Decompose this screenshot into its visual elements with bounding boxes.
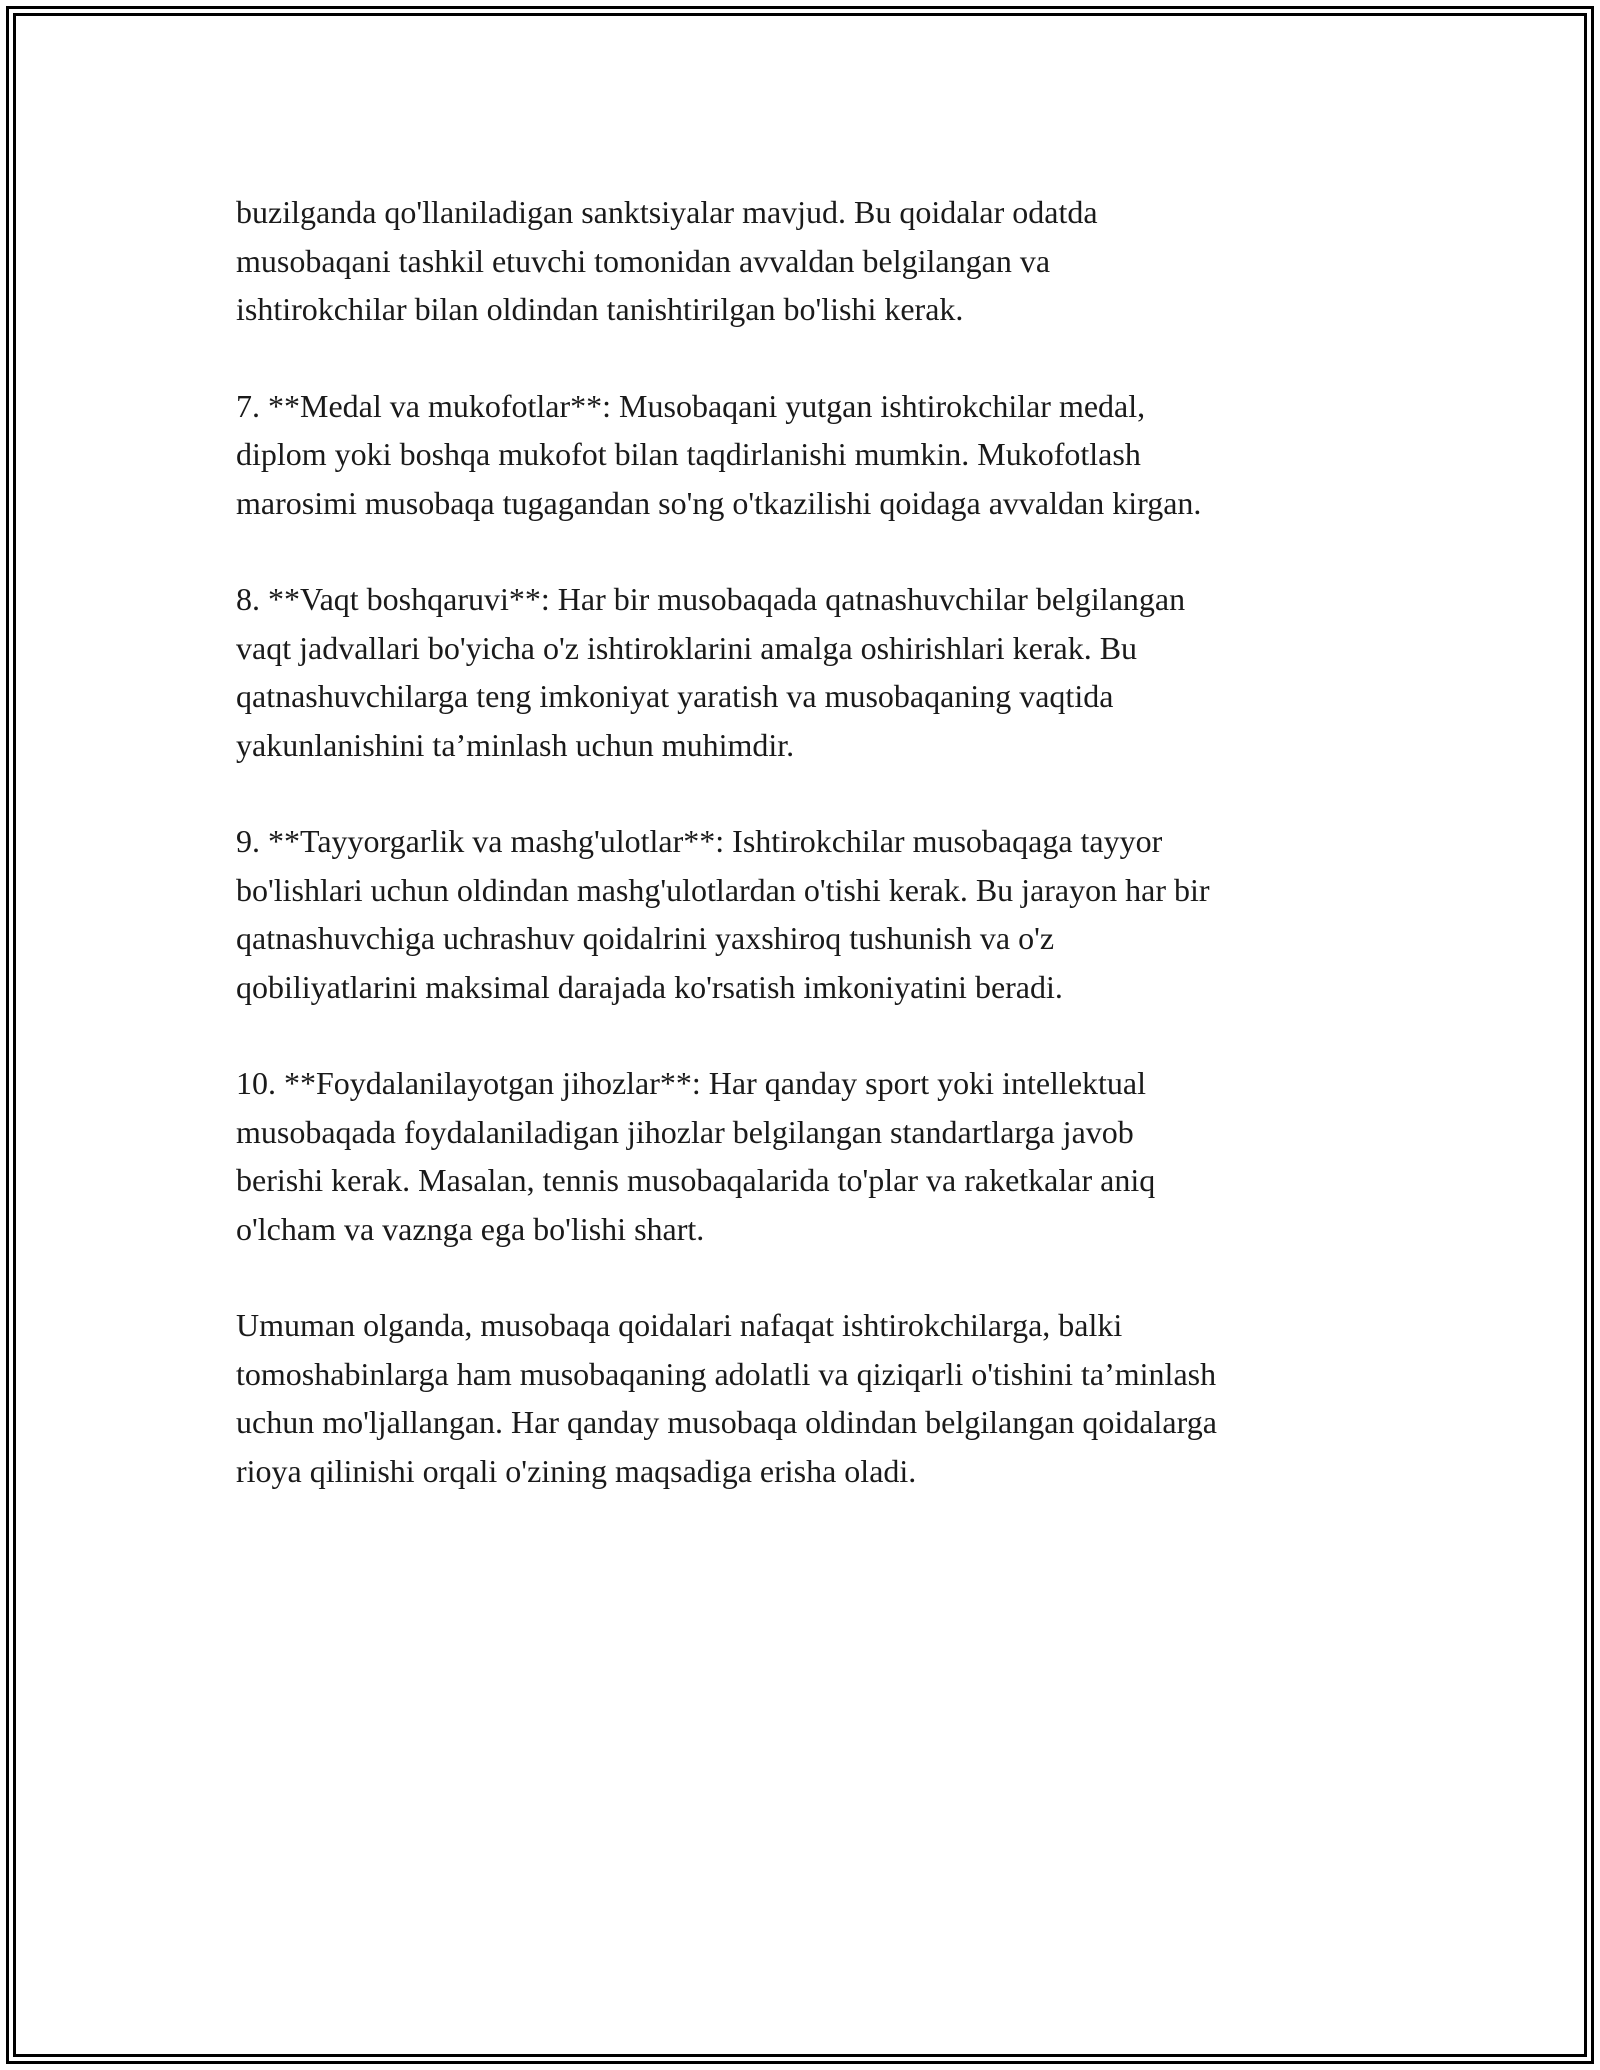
text-line: berishi kerak. Masalan, tennis musobaqalarida to'plar va raketkalar aniq xyxy=(236,1162,1156,1198)
text-line: rioya qilinishi orqali o'zining maqsadiga erisha oladi. xyxy=(236,1452,917,1489)
text-line: qatnashuvchiga uchrashuv qoidalrini yaxshiroq tushunish va o'z xyxy=(236,920,1055,956)
text-line: ishtirokchilar bilan oldindan tanishtirilgan bo'lishi kerak. xyxy=(236,291,964,327)
text-line: buzilganda qo'llaniladigan sanktsiyalar mavjud. Bu qoidalar odatda xyxy=(236,194,1098,230)
text-line: 8. **Vaqt boshqaruvi**: Har bir musobaqada qatnashuvchilar belgilangan xyxy=(236,581,1186,617)
text-line: musobaqada foydalaniladigan jihozlar belgilangan standartlarga javob xyxy=(236,1113,1134,1150)
text-line: diplom yoki boshqa mukofot bilan taqdirlanishi mumkin. Mukofotlash xyxy=(236,436,1141,472)
paragraph-conclusion xyxy=(236,1301,1386,1495)
text-line: o'lcham va vaznga ega bo'lishi shart. xyxy=(236,1210,705,1247)
text-line: marosimi musobaqa tugagandan so'ng o'tkazilishi qoidaga avvaldan kirgan. xyxy=(236,484,1202,521)
text-line: vaqt jadvallari bo'yicha o'z ishtiroklarini amalga oshirishlari kerak. Bu xyxy=(236,629,1138,666)
text-line: Umuman olganda, musobaqa qoidalari nafaqat ishtirokchilarga, balki xyxy=(236,1307,1123,1343)
text-line: yakunlanishini ta’minlash uchun muhimdir. xyxy=(236,726,795,763)
paragraph-item-9-training xyxy=(236,817,1386,1011)
document-body xyxy=(236,188,1386,1543)
text-line: 7. **Medal va mukofotlar**: Musobaqani yutgan ishtirokchilar medal, xyxy=(236,387,1146,424)
text-line: tomoshabinlarga ham musobaqaning adolatli va qiziqarli o'tishini ta’minlash xyxy=(236,1355,1217,1392)
paragraph-item-7-medals xyxy=(236,382,1386,528)
text-line: uchun mo'ljallangan. Har qanday musobaqa oldindan belgilangan qoidalarga xyxy=(236,1404,1217,1440)
paragraph-item-10-equipment xyxy=(236,1059,1386,1253)
text-line: 10. **Foydalanilayotgan jihozlar**: Har qanday sport yoki intellektual xyxy=(236,1065,1147,1101)
text-line: 9. **Tayyorgarlik va mashg'ulotlar**: Ishtirokchilar musobaqaga tayyor xyxy=(236,823,1163,859)
text-line: qatnashuvchilarga teng imkoniyat yaratish va musobaqaning vaqtida xyxy=(236,678,1114,714)
text-line: musobaqani tashkil etuvchi tomonidan avvaldan belgilangan va xyxy=(236,242,1051,279)
text-line: bo'lishlari uchun oldindan mashg'ulotlardan o'tishi kerak. Bu jarayon har bir xyxy=(236,871,1210,908)
text-line: qobiliyatlarini maksimal darajada ko'rsatish imkoniyatini beradi. xyxy=(236,968,1063,1005)
paragraph-item-8-time-management xyxy=(236,575,1386,769)
paragraph-sanctions xyxy=(236,188,1386,334)
